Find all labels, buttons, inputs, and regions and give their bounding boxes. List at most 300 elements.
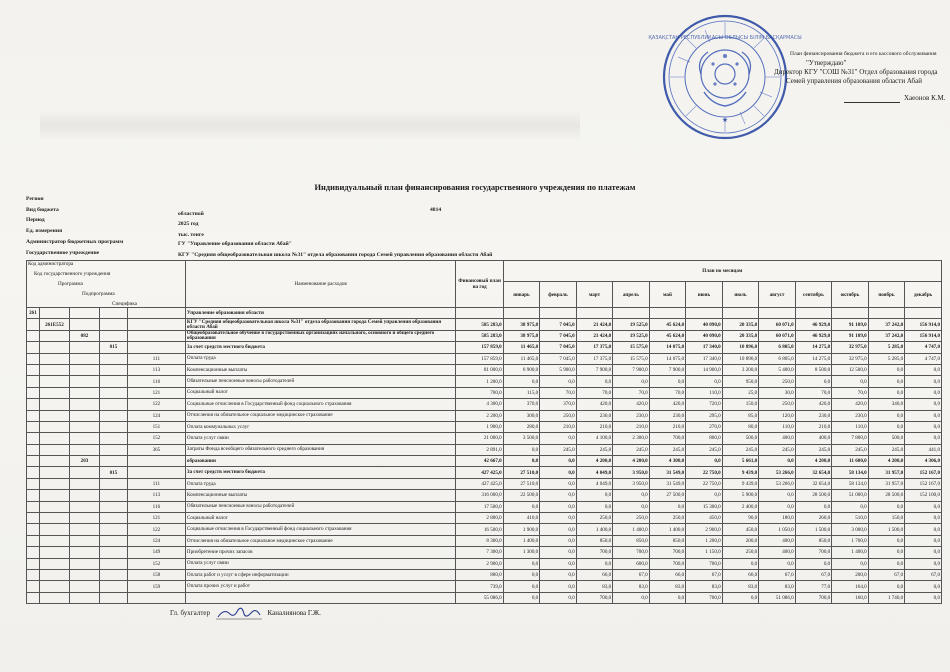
month-value-cell: 295,0 [686,410,723,421]
month-value-cell: 152 100,0 [905,490,942,501]
annual-plan-cell: 585 283,0 [456,330,503,341]
expense-name-cell: образовании [185,456,456,467]
month-value-cell: 0,0 [868,558,905,569]
program-cell [69,421,99,432]
specifics-cell: 121 [127,387,185,398]
month-value-cell: 1 400,0 [613,524,650,535]
month-value-cell: 410,0 [503,513,540,524]
month-value-cell: 51 086,0 [759,592,796,603]
admin-value: ГУ "Управление образования области Абай" [178,241,292,247]
month-value-cell: 6 900,0 [503,364,540,375]
specifics-cell: 124 [127,410,185,421]
table-row [27,513,942,524]
month-value-cell: 67,0 [795,569,832,580]
institution-value: КГУ "Средняя общеобразовательная школа №31" отдела образования города Семей управления образования области Абай [178,252,493,258]
table-row [27,558,942,569]
month-value-cell: 180,0 [759,513,796,524]
period-label: Период [26,217,45,223]
month-value-cell: 1 050,0 [759,524,796,535]
month-value-cell: 40 090,0 [686,319,723,330]
approval-line-2: "Утверждаю" [806,59,847,67]
month-value-cell: 450,0 [722,524,759,535]
month-value-cell: 420,0 [613,399,650,410]
month-value-cell: 53 266,0 [759,478,796,489]
code-header [27,261,186,308]
month-value-cell: 0,0 [576,558,613,569]
month-value-cell: 37 242,0 [868,319,905,330]
month-value-cell: 91 109,0 [832,319,869,330]
budget-type-label: Вид бюджета [26,207,59,213]
month-value-cell: 83,0 [576,581,613,592]
specifics-cell: 113 [127,490,185,501]
month-value-cell: 46 929,0 [795,319,832,330]
month-value-cell: 0,0 [905,513,942,524]
month-value-cell: 0,0 [832,501,869,512]
budget-type-value: областной [178,211,204,217]
institution-code-cell [39,547,69,558]
month-value-cell: 420,0 [795,399,832,410]
program-header: Программа [58,281,83,287]
table-row [27,592,942,603]
month-value-cell: 0,0 [868,547,905,558]
admin-code-cell [27,524,40,535]
institution-code-cell [39,456,69,467]
month-value-cell: 245,0 [759,444,796,455]
annual-plan-cell: 700,0 [456,387,503,398]
month-value-cell: 22 750,0 [686,478,723,489]
month-header: декабрь [905,282,942,308]
month-value-cell: 5 285,0 [868,353,905,364]
specifics-cell: 365 [127,444,185,455]
annual-plan-cell: 2 800,0 [456,513,503,524]
admin-code-cell [27,547,40,558]
month-value-cell: 17 375,0 [576,342,613,353]
month-value-cell: 20 335,0 [722,330,759,341]
month-value-cell: 850,0 [576,535,613,546]
month-value-cell: 4 300,0 [649,456,686,467]
month-header: январь [503,282,540,308]
month-header: сентябрь [795,282,832,308]
month-value-cell: 600,0 [613,558,650,569]
month-value-cell: 5 900,0 [722,490,759,501]
month-value-cell: 60 071,0 [759,319,796,330]
subprogram-cell: 015 [100,342,128,353]
program-cell [69,433,99,444]
month-value-cell: 441,0 [905,444,942,455]
table-row [27,330,942,341]
expense-name-cell: Приобретение прочих запасов [185,547,456,558]
table-row [27,364,942,375]
admin-code-cell [27,319,40,330]
admin-code-cell [27,376,40,387]
program-cell [69,308,99,319]
month-value-cell: 500,0 [868,433,905,444]
institution-code-cell [39,364,69,375]
month-value-cell: 0,0 [540,478,577,489]
month-value-cell: 7 045,0 [540,319,577,330]
expense-name-cell: Оплата услуг связи [185,558,456,569]
accountant-role: Гл. бухгалтер [170,609,211,617]
table-row [27,433,942,444]
month-value-cell: 0,0 [905,399,942,410]
month-value-cell: 27 500,0 [649,490,686,501]
month-value-cell: 31 957,0 [868,478,905,489]
month-value-cell: 0,0 [795,558,832,569]
program-cell [69,399,99,410]
month-value-cell: 0,0 [905,410,942,421]
subprogram-header: Подпрограмма [82,291,115,297]
month-value-cell: 45 624,0 [649,319,686,330]
month-value-cell: 0,0 [540,558,577,569]
month-value-cell: 0,0 [503,376,540,387]
institution-code-cell [39,535,69,546]
month-value-cell: 950,0 [722,376,759,387]
month-value-cell: 70,0 [576,387,613,398]
program-cell [69,558,99,569]
month-value-cell: 250,0 [759,376,796,387]
month-value-cell: 0,0 [868,421,905,432]
month-value-cell: 46 929,0 [795,330,832,341]
month-value-cell: 7 045,0 [540,330,577,341]
month-value-cell: 14 075,0 [649,342,686,353]
specifics-cell: 116 [127,501,185,512]
program-cell [69,376,99,387]
expense-name-cell: За счет средств местного бюджета [185,467,456,478]
month-value-cell: 27 510,0 [503,478,540,489]
month-value-cell: 83,0 [722,581,759,592]
annual-plan-cell: 55 086,0 [456,592,503,603]
month-value-cell: 300,0 [503,410,540,421]
month-value-cell: 700,0 [795,547,832,558]
month-value-cell: 400,0 [759,547,796,558]
admin-code-cell [27,456,40,467]
month-header: май [649,282,686,308]
month-value-cell: 45 624,0 [649,330,686,341]
annual-plan-cell: 7 300,0 [456,547,503,558]
month-value-cell: 260,0 [795,513,832,524]
month-value-cell: 280,0 [503,421,540,432]
month-value-cell: 160,0 [832,592,869,603]
month-value-cell: 250,0 [613,513,650,524]
admin-code-cell [27,353,40,364]
specifics-cell [127,308,185,319]
expense-name-cell: Затраты Фонда всеобщего обязательного среднего образования [185,444,456,455]
program-cell [69,535,99,546]
month-value-cell: 7 900,0 [649,364,686,375]
expense-name-cell [185,592,456,603]
month-value-cell: 230,0 [832,410,869,421]
expense-name-cell: Социальный налог [185,513,456,524]
subprogram-cell [100,308,128,319]
subprogram-cell [100,535,128,546]
specifics-cell: 121 [127,513,185,524]
financing-plan-table [26,260,942,604]
month-value-cell: 245,0 [868,444,905,455]
month-value-cell: 0,0 [540,456,577,467]
signature-line [844,102,900,103]
expense-name-cell: Социальный налог [185,387,456,398]
month-value-cell: 0,0 [905,421,942,432]
institution-code-cell [39,501,69,512]
month-value-cell: 80,0 [722,421,759,432]
month-value-cell: 0,0 [868,535,905,546]
admin-code-cell [27,421,40,432]
annual-plan-cell: 21 000,0 [456,433,503,444]
table-row [27,535,942,546]
institution-code-cell [39,569,69,580]
seal-text: ҚАЗАҚСТАН РЕСПУБЛИКАСЫ ОБЛЫСЫ БІЛІМ БАСҚАРМАСЫ [648,35,802,41]
admin-code-cell [27,581,40,592]
month-value-cell: 0,0 [540,490,577,501]
table-row [27,467,942,478]
month-value-cell: 0,0 [503,558,540,569]
month-value-cell: 70,0 [613,387,650,398]
annual-plan-cell: 1 900,0 [456,421,503,432]
month-value-cell: 58 134,0 [832,467,869,478]
admin-code-cell [27,433,40,444]
month-value-cell: 66,0 [649,569,686,580]
subprogram-cell [100,501,128,512]
subprogram-cell [100,444,128,455]
program-cell [69,490,99,501]
subprogram-cell [100,513,128,524]
institution-code-cell [39,399,69,410]
month-value-cell: 0,0 [795,376,832,387]
month-value-cell [795,308,832,319]
table-row [27,547,942,558]
month-value-cell: 37 242,0 [868,330,905,341]
month-value-cell: 150,0 [868,513,905,524]
month-value-cell: 0,0 [576,501,613,512]
month-value-cell: 245,0 [795,444,832,455]
month-value-cell: 0,0 [905,558,942,569]
month-value-cell: 0,0 [503,581,540,592]
month-value-cell: 27 510,0 [503,467,540,478]
month-value-cell: 0,0 [759,558,796,569]
month-value-cell: 120,0 [759,410,796,421]
annual-plan-cell: 81 000,0 [456,364,503,375]
month-value-cell: 0,0 [540,433,577,444]
month-value-cell: 152 167,0 [905,478,942,489]
month-value-cell: 115,0 [503,387,540,398]
expense-name-cell: Оплата услуг связи [185,433,456,444]
table-row [27,478,942,489]
month-value-cell: 2 900,0 [686,524,723,535]
month-value-cell: 11 465,0 [503,342,540,353]
month-value-cell: 230,0 [795,410,832,421]
admin-code-cell [27,387,40,398]
table-row [27,524,942,535]
month-value-cell: 0,0 [686,456,723,467]
month-value-cell: 245,0 [649,444,686,455]
month-value-cell: 21 424,0 [576,319,613,330]
month-value-cell: 15 300,0 [686,501,723,512]
month-value-cell: 15 575,0 [613,353,650,364]
month-value-cell: 245,0 [613,444,650,455]
svg-text:★: ★ [721,116,729,124]
annual-plan-header: Финансовый план на год [456,261,503,308]
month-value-cell: 245,0 [540,444,577,455]
expense-name-cell: Оплата прочих услуг и работ [185,581,456,592]
institution-code-cell [39,467,69,478]
month-value-cell: 0,0 [832,558,869,569]
month-value-cell: 400,0 [795,433,832,444]
expense-name-cell: Отчисления на обязательное социальное медицинское страхование [185,410,456,421]
expense-name-cell: Компенсационные выплаты [185,364,456,375]
month-value-cell: 1 150,0 [686,547,723,558]
table-row [27,342,942,353]
annual-plan-cell: 2 900,0 [456,558,503,569]
month-value-cell: 0,0 [649,376,686,387]
subprogram-cell [100,456,128,467]
month-value-cell: 32 975,0 [832,353,869,364]
month-value-cell: 83,0 [686,581,723,592]
specifics-cell: 122 [127,399,185,410]
expense-name-cell: Обязательные пенсионные взносы работодателей [185,501,456,512]
month-value-cell: 4 200,0 [576,456,613,467]
approval-signer-name: Хаеонов К.М. [904,94,946,102]
table-row [27,410,942,421]
program-cell [69,478,99,489]
admin-code-cell: 261 [27,308,40,319]
month-value-cell: 66,0 [576,569,613,580]
admin-code-cell [27,444,40,455]
program-cell [69,444,99,455]
month-value-cell: 0,0 [795,501,832,512]
month-value-cell: 250,0 [759,399,796,410]
month-value-cell: 66,0 [722,569,759,580]
month-value-cell: 14 275,0 [795,342,832,353]
month-value-cell: 1 200,0 [686,535,723,546]
month-value-cell: 370,0 [503,399,540,410]
month-value-cell: 0,0 [503,592,540,603]
specifics-cell: 111 [127,353,185,364]
month-value-cell: 0,0 [722,558,759,569]
month-value-cell: 1 740,0 [868,592,905,603]
expense-name-cell: Социальные отчисления в Государственный фонд социального страхования [185,399,456,410]
month-value-cell: 7 900,0 [576,364,613,375]
month-value-cell: 0,0 [503,569,540,580]
month-value-cell: 22 500,0 [503,490,540,501]
month-value-cell: 32 654,0 [795,478,832,489]
specifics-cell: 158 [127,569,185,580]
expense-name-cell: Оплата работ и услуг в сфере информатизации [185,569,456,580]
program-cell [69,524,99,535]
month-value-cell: 230,0 [576,410,613,421]
month-value-cell: 800,0 [686,433,723,444]
program-cell [69,353,99,364]
month-value-cell: 0,0 [905,535,942,546]
month-value-cell: 0,0 [540,501,577,512]
table-row [27,490,942,501]
month-value-cell: 2 400,0 [722,501,759,512]
month-value-cell: 510,0 [832,513,869,524]
month-value-cell: 4 049,0 [576,478,613,489]
month-value-cell: 156 914,0 [905,330,942,341]
month-value-cell: 67,0 [759,569,796,580]
subprogram-cell [100,330,128,341]
month-value-cell: 70,0 [795,387,832,398]
month-value-cell [832,308,869,319]
month-value-cell: 700,0 [649,547,686,558]
month-value-cell: 17 340,0 [686,342,723,353]
admin-code-cell [27,558,40,569]
subprogram-cell [100,433,128,444]
specifics-cell: 116 [127,376,185,387]
month-value-cell: 4 306,0 [905,456,942,467]
month-value-cell: 4 100,0 [576,433,613,444]
month-value-cell [686,308,723,319]
month-value-cell: 14 900,0 [686,364,723,375]
expense-name-cell: Компенсационные выплаты [185,490,456,501]
month-value-cell: 77,0 [795,581,832,592]
program-cell [69,592,99,603]
program-cell [69,513,99,524]
month-value-cell: 14 075,0 [649,353,686,364]
month-value-cell: 420,0 [576,399,613,410]
month-value-cell: 5 400,0 [759,364,796,375]
table-row [27,456,942,467]
month-value-cell: 850,0 [649,535,686,546]
month-value-cell: 700,0 [686,558,723,569]
month-value-cell: 53 266,0 [759,467,796,478]
month-value-cell: 700,0 [613,547,650,558]
unit-value: тыс. тенге [178,232,204,238]
month-value-cell: 150,0 [722,399,759,410]
month-value-cell: 110,0 [832,421,869,432]
table-row [27,376,942,387]
month-value-cell: 850,0 [795,535,832,546]
month-value-cell: 0,0 [868,387,905,398]
month-value-cell: 31 549,0 [649,467,686,478]
month-value-cell: 70,0 [540,387,577,398]
subprogram-cell [100,376,128,387]
month-value-cell: 0,0 [905,524,942,535]
month-value-cell: 0,0 [759,490,796,501]
institution-code-cell [39,353,69,364]
month-value-cell: 0,0 [905,433,942,444]
table-row [27,319,942,330]
month-value-cell: 0,0 [576,490,613,501]
month-value-cell: 0,0 [613,376,650,387]
month-value-cell: 85,0 [722,410,759,421]
month-value-cell: 3 950,0 [613,478,650,489]
admin-code-cell [27,410,40,421]
expense-name-cell: Оплата труда [185,353,456,364]
month-value-cell: 10 896,0 [722,342,759,353]
subprogram-cell [100,319,128,330]
month-value-cell: 28 500,0 [795,490,832,501]
program-cell [69,319,99,330]
month-value-cell [868,308,905,319]
institution-code-cell [39,592,69,603]
month-value-cell: 250,0 [540,410,577,421]
month-value-cell: 0,0 [503,501,540,512]
footer-signature [170,606,321,620]
month-value-cell: 0,0 [905,547,942,558]
admin-code-cell [27,501,40,512]
subprogram-cell [100,421,128,432]
table-row [27,387,942,398]
month-value-cell: 850,0 [613,535,650,546]
month-value-cell: 0,0 [868,410,905,421]
month-value-cell: 8 500,0 [795,364,832,375]
month-value-cell: 7 800,0 [832,433,869,444]
month-value-cell: 0,0 [905,376,942,387]
month-value-cell: 0,0 [722,592,759,603]
expense-name-cell: Оплата труда [185,478,456,489]
institution-code-cell [39,421,69,432]
